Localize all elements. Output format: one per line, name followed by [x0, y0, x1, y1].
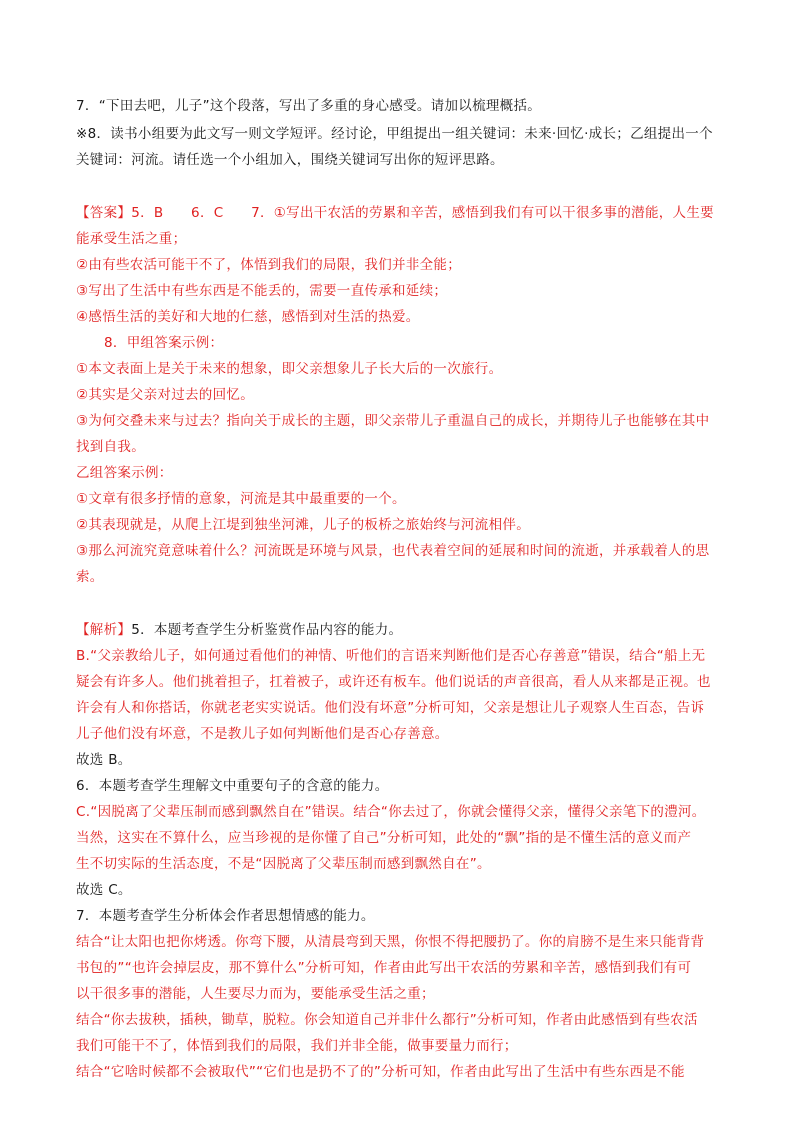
answer-yi-3-line-1: ③那么河流究竟意味着什么？河流既是环境与风景，也代表着空间的延展和时间的流逝，并承载着人的思 — [76, 543, 710, 559]
analysis-6-line-3: 生不切实际的生活态度，不是“因脱离了父辈压制而感到飘然自在”。 — [76, 856, 491, 872]
analysis-7-line-5: 我们可能干不了，体悟到我们的局限，我们并非全能，做事要量力而行； — [76, 1038, 518, 1054]
analysis-6-conclusion: 故选 C。 — [76, 882, 132, 898]
analysis-6-line-1: C.“因脱离了父辈压制而感到飘然自在”错误。结合“你去过了，你就会懂得父亲，懂得父亲笔下的澧河。 — [76, 804, 706, 820]
analysis-7-line-3: 以干很多事的潜能，人生要尽力而为，要能承受生活之重； — [76, 986, 435, 1002]
question-8-line-1: ※8．读书小组要为此文写一则文学短评。经讨论，甲组提出一组关键词：未来·回忆·成长；乙组提出一个 — [76, 126, 713, 142]
analysis-5-line-4: 儿子他们没有坏意，不是教儿子如何判断他们是否心存善意。 — [76, 726, 449, 742]
answer-q8-heading: 8．甲组答案示例： — [104, 335, 224, 351]
question-8-line-2: 关键词：河流。请任选一个小组加入，围绕关键词写出你的短评思路。 — [76, 152, 504, 168]
answer-line-1-text: 5．B 6．C 7．①写出干农活的劳累和辛苦，感悟到我们有可以干很多事的潜能，人生要 — [131, 205, 714, 221]
answer-yi-1: ①文章有很多抒情的意象，河流是其中最重要的一个。 — [76, 491, 406, 507]
analysis-7-line-2: 书包的”“也许会掉层皮，那不算什么”分析可知，作者由此写出干农活的劳累和辛苦，感悟到我们有可 — [76, 960, 692, 976]
answer-jia-2: ②其实是父亲对过去的回忆。 — [76, 387, 255, 403]
answer-yi-heading: 乙组答案示例： — [76, 465, 173, 481]
analysis-5-line-2: 疑会有许多人。他们挑着担子，扛着被子，或许还有板车。他们说话的声音很高，看人从来都是正视。也 — [76, 674, 711, 690]
answer-yi-2: ②其表现就是，从爬上江堤到独坐河滩，儿子的板桥之旅始终与河流相伴。 — [76, 517, 531, 533]
analysis-6-line-2: 当然，这实在不算什么，应当珍视的是你懂了自己”分析可知，此处的“飘”指的是不懂生活的意义而产 — [76, 830, 692, 846]
answer-line-2: 能承受生活之重； — [76, 231, 187, 247]
analysis-7-line-6: 结合“它啥时候都不会被取代”“它们也是扔不了的”分析可知，作者由此写出了生活中有些东西是不能 — [76, 1064, 685, 1080]
question-7: 7．“下田去吧，儿子”这个段落，写出了多重的身心感受。请加以梳理概括。 — [76, 98, 542, 114]
answer-jia-3-line-2: 找到自我。 — [76, 439, 145, 455]
analysis-6-heading: 6．本题考查学生理解文中重要句子的含意的能力。 — [76, 778, 389, 794]
answer-yi-3-line-2: 索。 — [76, 569, 104, 585]
analysis-5-line-1: B.“父亲教给儿子，如何通过看他们的神情、听他们的言语来判断他们是否心存善意”错误，结合“船上无 — [76, 648, 706, 664]
analysis-tag: 【解析】 — [76, 622, 132, 638]
analysis-5-heading: 5．本题考查学生分析鉴赏作品内容的能力。 — [131, 622, 403, 638]
analysis-7-line-4: 结合“你去拔秧，插秧，锄草，脱粒。你会知道自己并非什么都行”分析可知，作者由此感悟到有些农活 — [76, 1012, 698, 1028]
answer-tag: 【答案】 — [76, 205, 132, 221]
answer-line-3: ②由有些农活可能干不了，体悟到我们的局限，我们并非全能； — [76, 257, 462, 273]
answer-jia-1: ①本文表面上是关于未来的想象，即父亲想象儿子长大后的一次旅行。 — [76, 361, 503, 377]
answer-line-4: ③写出了生活中有些东西是不能丢的，需要一直传承和延续； — [76, 283, 448, 299]
analysis-heading — [76, 620, 402, 640]
analysis-7-line-1: 结合“让太阳也把你烤透。你弯下腰，从清晨弯到天黑，你恨不得把腰扔了。你的肩膀不是生来只能背背 — [76, 934, 705, 950]
analysis-7-heading: 7．本题考查学生分析体会作者思想情感的能力。 — [76, 908, 375, 924]
answer-line-5: ④感悟生活的美好和大地的仁慈，感悟到对生活的热爱。 — [76, 309, 420, 325]
analysis-5-conclusion: 故选 B。 — [76, 752, 132, 768]
answer-jia-3-line-1: ③为何交叠未来与过去？指向关于成长的主题，即父亲带儿子重温自己的成长，并期待儿子也能够在其中 — [76, 413, 710, 429]
analysis-5-line-3: 许会有人和你搭话，你就老老实实说话。他们没有坏意”分析可知，父亲是想让儿子观察人生百态，告诉 — [76, 700, 705, 716]
answer-line-1 — [76, 203, 714, 223]
